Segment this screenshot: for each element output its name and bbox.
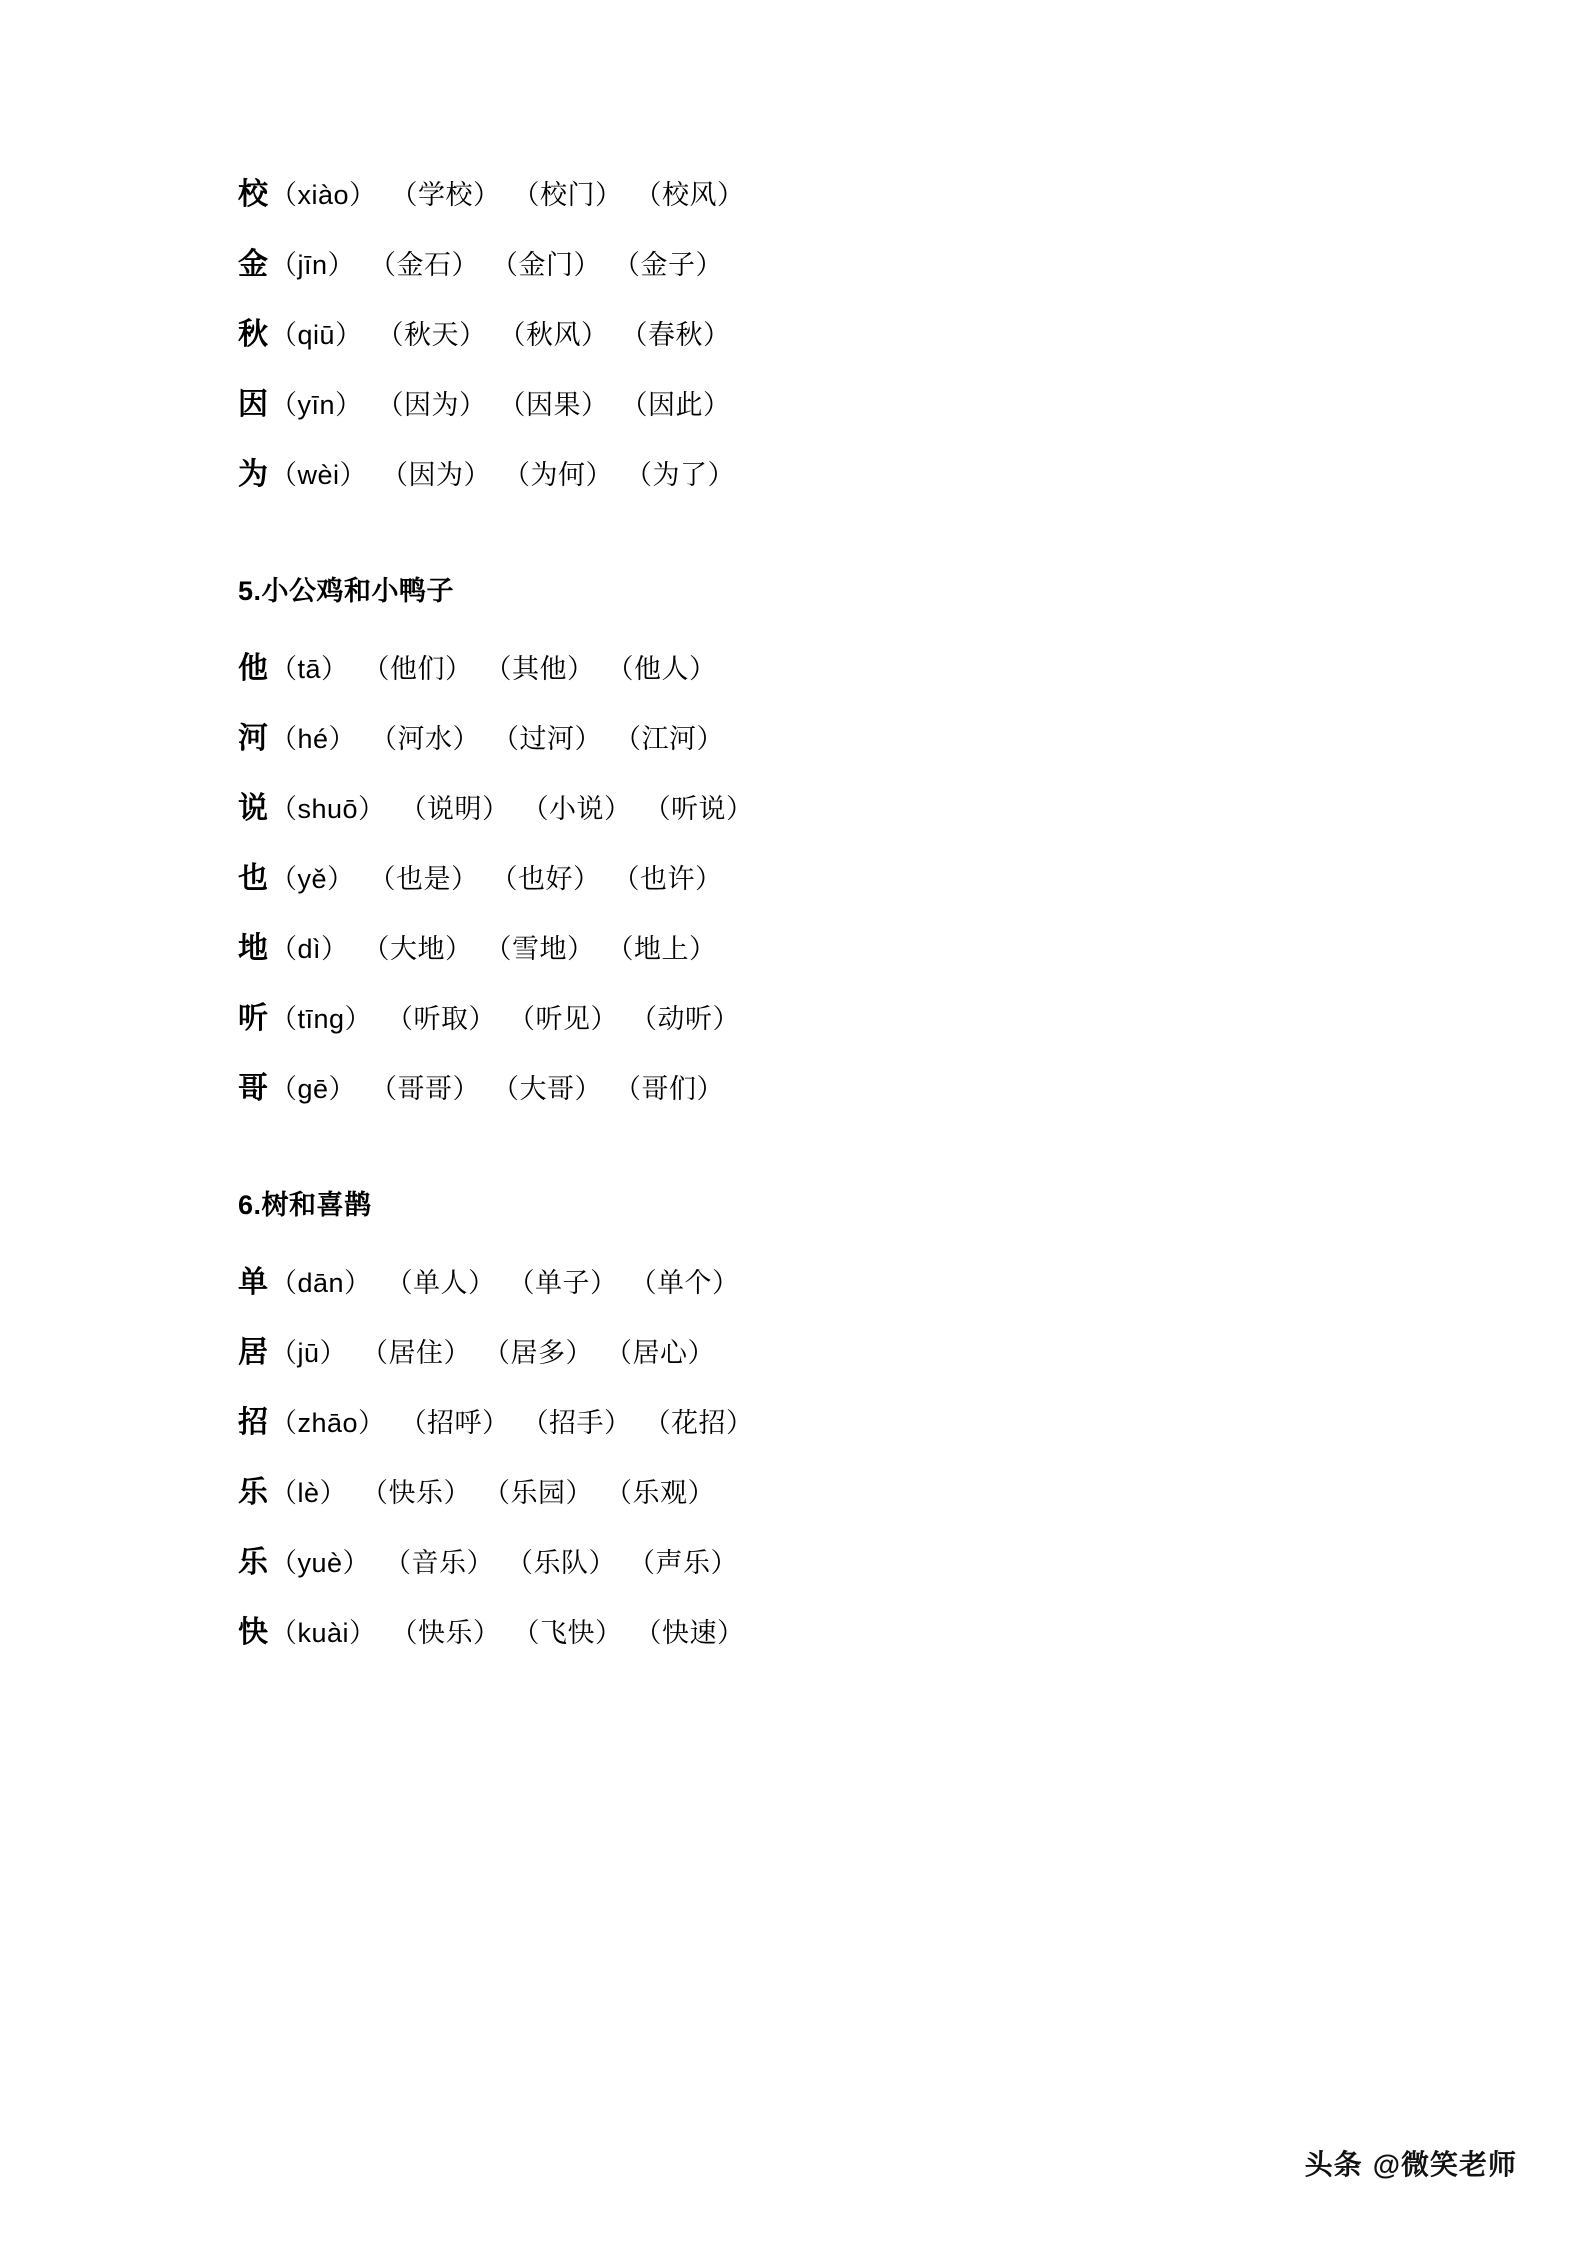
entry-word: （他们）	[362, 654, 473, 684]
entry-pinyin: （gē）	[270, 1074, 357, 1104]
watermark	[1305, 2143, 1517, 2183]
entry-word: （快乐）	[361, 1478, 472, 1508]
entry-word: （单人）	[385, 1268, 496, 1298]
entry-word: （也是）	[368, 864, 479, 894]
entry-word: （大哥）	[492, 1074, 603, 1104]
entry-word: （学校）	[390, 180, 501, 210]
vocabulary-entry	[238, 1266, 1358, 1299]
entry-character: 说	[238, 792, 268, 825]
entry-pinyin: （yě）	[270, 864, 355, 894]
entry-word: （江河）	[614, 724, 725, 754]
entry-word: （听取）	[386, 1004, 497, 1034]
entry-pinyin: （jīn）	[270, 250, 356, 280]
entry-character: 河	[238, 722, 268, 755]
entry-character: 校	[238, 178, 268, 211]
entry-word: （快乐）	[390, 1618, 501, 1648]
entry-word: （也许）	[612, 864, 723, 894]
entry-word: （快速）	[634, 1618, 745, 1648]
vocabulary-entry	[238, 652, 1358, 685]
entry-word: （单个）	[629, 1268, 740, 1298]
vocabulary-entry	[238, 862, 1358, 895]
entry-word: （哥哥）	[370, 1074, 481, 1104]
entry-word: （花招）	[643, 1408, 754, 1438]
vocabulary-entry	[238, 248, 1358, 281]
vocabulary-entry	[238, 792, 1358, 825]
entry-word: （因为）	[381, 460, 492, 490]
entry-word: （动听）	[630, 1004, 741, 1034]
vocabulary-entry	[238, 318, 1358, 351]
entry-character: 快	[238, 1616, 268, 1649]
entry-character: 地	[238, 932, 268, 965]
entry-pinyin: （shuō）	[270, 794, 386, 824]
watermark-handle: @微笑老师	[1372, 2149, 1517, 2180]
entry-pinyin: （jū）	[270, 1338, 348, 1368]
vocabulary-entry	[238, 458, 1358, 491]
entry-word: （其他）	[484, 654, 595, 684]
entry-word: （河水）	[370, 724, 481, 754]
entry-word: （金石）	[369, 250, 480, 280]
lesson-title: 5.小公鸡和小鸭子	[238, 576, 455, 606]
entry-word: （为了）	[625, 460, 736, 490]
entry-pinyin: （tā）	[270, 654, 349, 684]
entry-character: 因	[238, 388, 268, 421]
entry-word: （居住）	[361, 1338, 472, 1368]
entry-word: （大地）	[362, 934, 473, 964]
entry-pinyin: （wèi）	[270, 460, 368, 490]
entry-word: （为何）	[503, 460, 614, 490]
entry-pinyin: （yīn）	[270, 390, 363, 420]
entry-pinyin: （zhāo）	[270, 1408, 386, 1438]
entry-pinyin: （qiū）	[270, 320, 363, 350]
entry-word: （校门）	[512, 180, 623, 210]
entry-word: （也好）	[490, 864, 601, 894]
entry-word: （金门）	[491, 250, 602, 280]
entry-character: 听	[238, 1002, 268, 1035]
vocabulary-entry	[238, 1002, 1358, 1035]
vocabulary-entry	[238, 1072, 1358, 1105]
vocabulary-entry	[238, 178, 1358, 211]
entry-character: 招	[238, 1406, 268, 1439]
entry-character: 居	[238, 1336, 268, 1369]
entry-word: （地上）	[606, 934, 717, 964]
vocabulary-entry	[238, 1476, 1358, 1509]
entry-pinyin: （lè）	[270, 1478, 348, 1508]
entry-word: （小说）	[521, 794, 632, 824]
entry-word: （秋风）	[498, 320, 609, 350]
entry-character: 金	[238, 248, 268, 281]
entry-pinyin: （hé）	[270, 724, 357, 754]
entry-character: 他	[238, 652, 268, 685]
entry-word: （哥们）	[614, 1074, 725, 1104]
lesson-group	[238, 569, 1358, 1105]
entry-character: 乐	[238, 1546, 268, 1579]
lesson-group	[238, 1183, 1358, 1649]
entry-pinyin: （kuài）	[270, 1618, 377, 1648]
vocabulary-entry	[238, 1546, 1358, 1579]
entry-character: 单	[238, 1266, 268, 1299]
vocabulary-entry	[238, 1336, 1358, 1369]
lesson-title: 6.树和喜鹊	[238, 1190, 372, 1220]
entry-word: （招手）	[521, 1408, 632, 1438]
entry-word: （居心）	[605, 1338, 716, 1368]
vocabulary-entry	[238, 388, 1358, 421]
vocabulary-entry	[238, 932, 1358, 965]
entry-word: （因为）	[376, 390, 487, 420]
entry-word: （乐园）	[483, 1478, 594, 1508]
entry-pinyin: （yuè）	[270, 1548, 371, 1578]
entry-word: （音乐）	[384, 1548, 495, 1578]
entry-word: （乐队）	[506, 1548, 617, 1578]
entry-word: （春秋）	[620, 320, 731, 350]
entry-word: （听见）	[508, 1004, 619, 1034]
vocabulary-list	[238, 178, 1358, 1686]
entry-character: 为	[238, 458, 268, 491]
vocabulary-entry	[238, 1406, 1358, 1439]
vocabulary-entry	[238, 1616, 1358, 1649]
watermark-platform: 头条	[1304, 2149, 1363, 2180]
entry-word: （他人）	[606, 654, 717, 684]
entry-word: （秋天）	[376, 320, 487, 350]
entry-character: 秋	[238, 318, 268, 351]
entry-pinyin: （dì）	[270, 934, 349, 964]
entry-character: 也	[238, 862, 268, 895]
entry-word: （声乐）	[628, 1548, 739, 1578]
entry-pinyin: （xiào）	[270, 180, 377, 210]
entry-word: （飞快）	[512, 1618, 623, 1648]
entry-pinyin: （dān）	[270, 1268, 372, 1298]
entry-word: （居多）	[483, 1338, 594, 1368]
entry-word: （因果）	[498, 390, 609, 420]
entry-pinyin: （tīng）	[270, 1004, 373, 1034]
entry-word: （说明）	[399, 794, 510, 824]
entry-word: （乐观）	[605, 1478, 716, 1508]
entry-word: （单子）	[507, 1268, 618, 1298]
entry-word: （金子）	[613, 250, 724, 280]
entry-word: （听说）	[643, 794, 754, 824]
entry-word: （过河）	[492, 724, 603, 754]
entry-word: （招呼）	[399, 1408, 510, 1438]
entry-word: （雪地）	[484, 934, 595, 964]
vocabulary-entry	[238, 722, 1358, 755]
entry-word: （因此）	[620, 390, 731, 420]
lesson-group	[238, 178, 1358, 491]
entry-character: 乐	[238, 1476, 268, 1509]
entry-word: （校风）	[634, 180, 745, 210]
entry-character: 哥	[238, 1072, 268, 1105]
